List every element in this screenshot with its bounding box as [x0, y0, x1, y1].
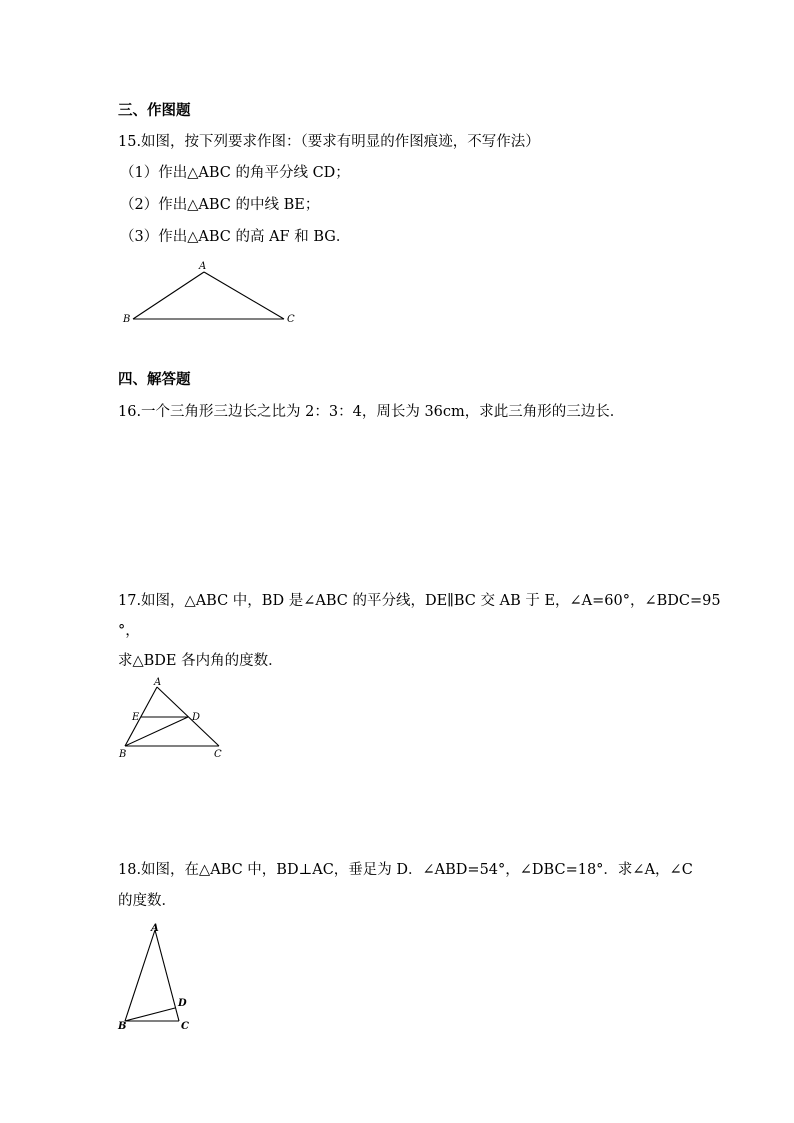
segment-bd — [125, 1008, 175, 1021]
vertex-label-b: B — [119, 749, 127, 760]
question-17-line-1: 17.如图，△ABC 中，BD 是∠ABC 的平分线，DE∥BC 交 AB 于 E，∠A=60°，∠BDC=95 — [118, 593, 721, 609]
question-15-part-1: （1）作出△ABC 的角平分线 CD； — [120, 165, 350, 181]
side-ab — [125, 930, 155, 1021]
vertex-label-b: B — [118, 1021, 127, 1032]
section-heading-3: 三、作图题 — [118, 103, 191, 119]
question-17-line-2: °， — [118, 623, 140, 639]
question-15-part-3: （3）作出△ABC 的高 AF 和 BG． — [120, 229, 351, 245]
section-heading-4: 四、解答题 — [118, 372, 191, 388]
side-ac — [155, 930, 179, 1021]
vertex-label-a: A — [151, 923, 159, 934]
question-17-line-3: 求△BDE 各内角的度数． — [118, 653, 283, 669]
vertex-label-a: A — [199, 261, 207, 272]
question-15-stem: 15.如图，按下列要求作图：（要求有明显的作图痕迹，不写作法） — [118, 134, 540, 150]
point-label-d: D — [192, 712, 201, 723]
question-18-line-2: 的度数． — [118, 893, 176, 909]
question-18-line-1: 18.如图，在△ABC 中，BD⊥AC，垂足为 D．∠ABD=54°，∠DBC=18°．求∠A，∠C — [118, 862, 693, 878]
side-ab — [133, 272, 204, 319]
vertex-label-c: C — [181, 1021, 189, 1032]
vertex-label-a: A — [154, 677, 162, 688]
triangle-abc-with-bd-lines — [125, 930, 179, 1021]
vertex-label-c: C — [214, 749, 222, 760]
point-label-e: E — [132, 712, 140, 723]
vertex-label-b: B — [123, 314, 131, 325]
question-17-triangle-figure — [115, 675, 230, 765]
question-18-triangle-figure — [115, 918, 200, 1038]
question-15-part-2: （2）作出△ABC 的中线 BE； — [120, 197, 320, 213]
vertex-label-c: C — [287, 314, 295, 325]
point-label-d: D — [178, 998, 187, 1009]
triangle-abc-lines — [133, 272, 284, 319]
question-15-triangle-figure — [118, 255, 308, 330]
side-ac — [204, 272, 284, 319]
question-16-stem: 16.一个三角形三边长之比为 2：3：4，周长为 36cm，求此三角形的三边长． — [118, 404, 625, 420]
